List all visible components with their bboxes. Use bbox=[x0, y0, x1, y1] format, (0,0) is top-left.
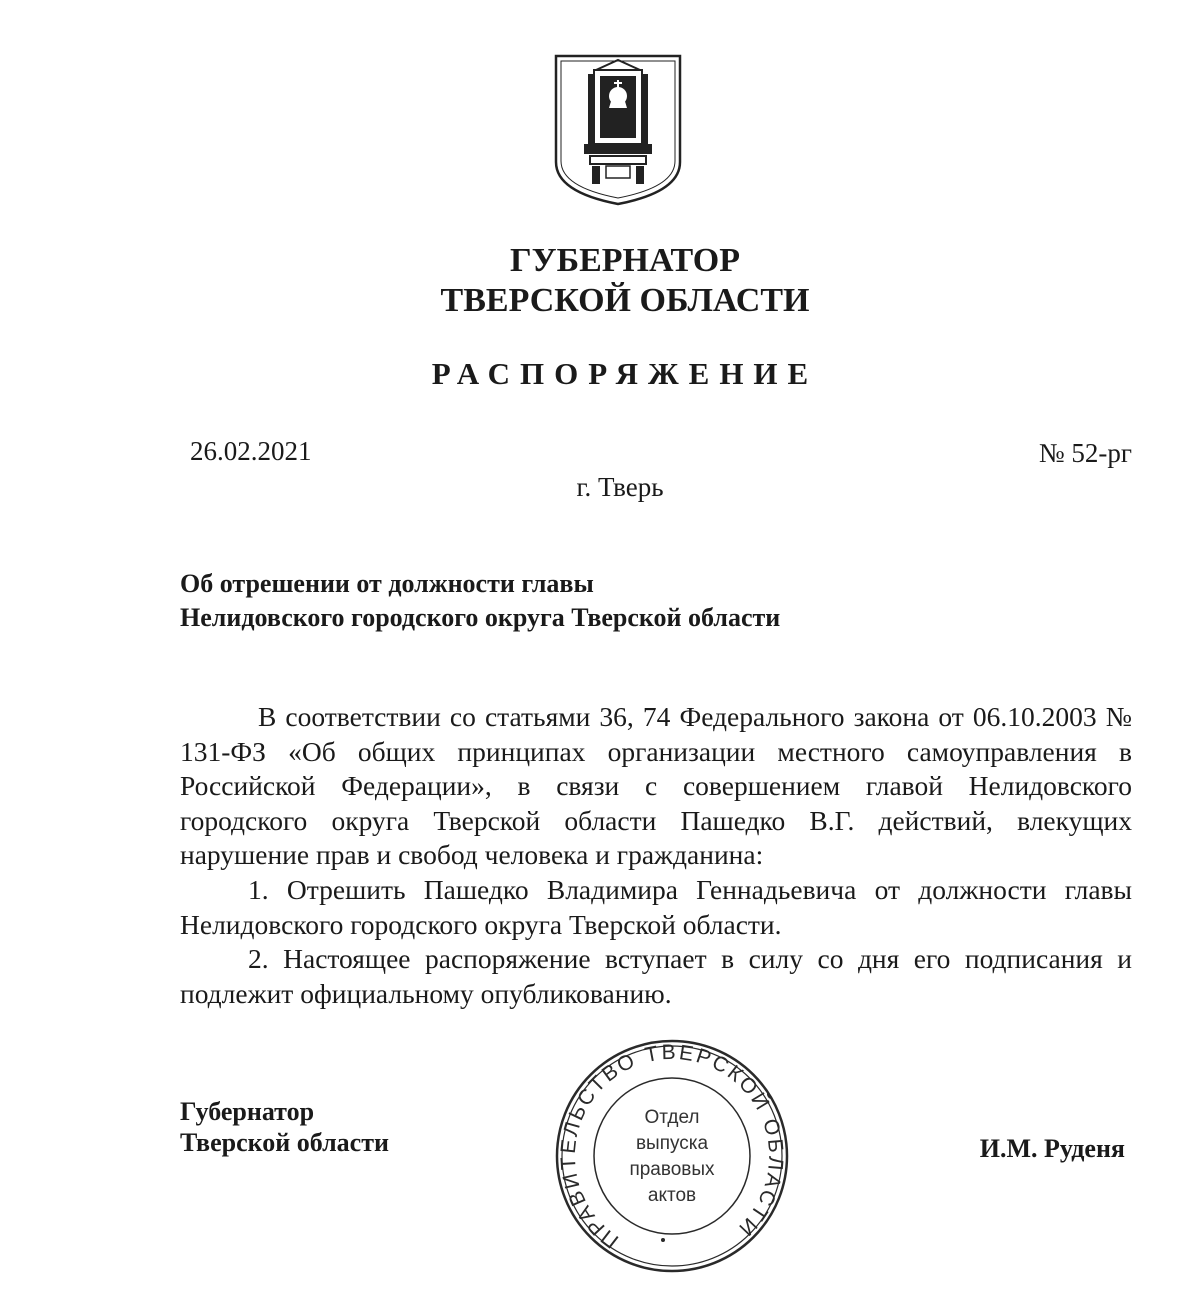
issuer-title-line1: ГУБЕРНАТОР bbox=[510, 242, 740, 279]
coat-of-arms-icon bbox=[552, 52, 684, 207]
signer-position-line1: Губернатор bbox=[180, 1097, 315, 1126]
stamp-inner-line4: актов bbox=[647, 1185, 697, 1206]
stamp-inner-line3: правовых bbox=[629, 1159, 715, 1180]
issuer-title-line2: ТВЕРСКОЙ ОБЛАСТИ bbox=[440, 282, 810, 319]
signer-name: И.М. Руденя bbox=[979, 1134, 1125, 1163]
document-city: г. Тверь bbox=[576, 472, 664, 502]
subject-line2: Нелидовского городского округа Тверской области bbox=[180, 603, 781, 632]
document-type: РАСПОРЯЖЕНИЕ bbox=[431, 356, 819, 391]
stamp-ring-text: ПРАВИТЕЛЬСТВО ТВЕРСКОЙ ОБЛАСТИ bbox=[556, 1040, 788, 1253]
body-preamble: В соответствии со статьями 36, 74 Федерального закона от 06.10.2003 № 131-ФЗ «Об общих принципах организации местного самоуправления в Российской Федерации», в связи с совершением главой Нелидовского городского округа Тверской области Пашедко В.Г. действий, влекущих нарушение прав и свобод человека и гражданина: bbox=[180, 701, 1132, 871]
subject-line1: Об отрешении от должности главы bbox=[180, 569, 594, 598]
signer-position-line2: Тверской области bbox=[180, 1128, 389, 1157]
stamp-inner-line2: выпуска bbox=[635, 1133, 709, 1154]
document-number: № 52-рг bbox=[1038, 438, 1132, 468]
document-date: 26.02.2021 bbox=[190, 436, 312, 466]
document-body bbox=[180, 700, 1132, 1011]
stamp-inner-line1: Отдел bbox=[644, 1107, 700, 1128]
body-item-1: 1. Отрешить Пашедко Владимира Геннадьевича от должности главы Нелидовского городского округа Тверской области. bbox=[180, 873, 1132, 940]
body-item-2: 2. Настоящее распоряжение вступает в силу со дня его подписания и подлежит официальному опубликованию. bbox=[180, 943, 1132, 1009]
